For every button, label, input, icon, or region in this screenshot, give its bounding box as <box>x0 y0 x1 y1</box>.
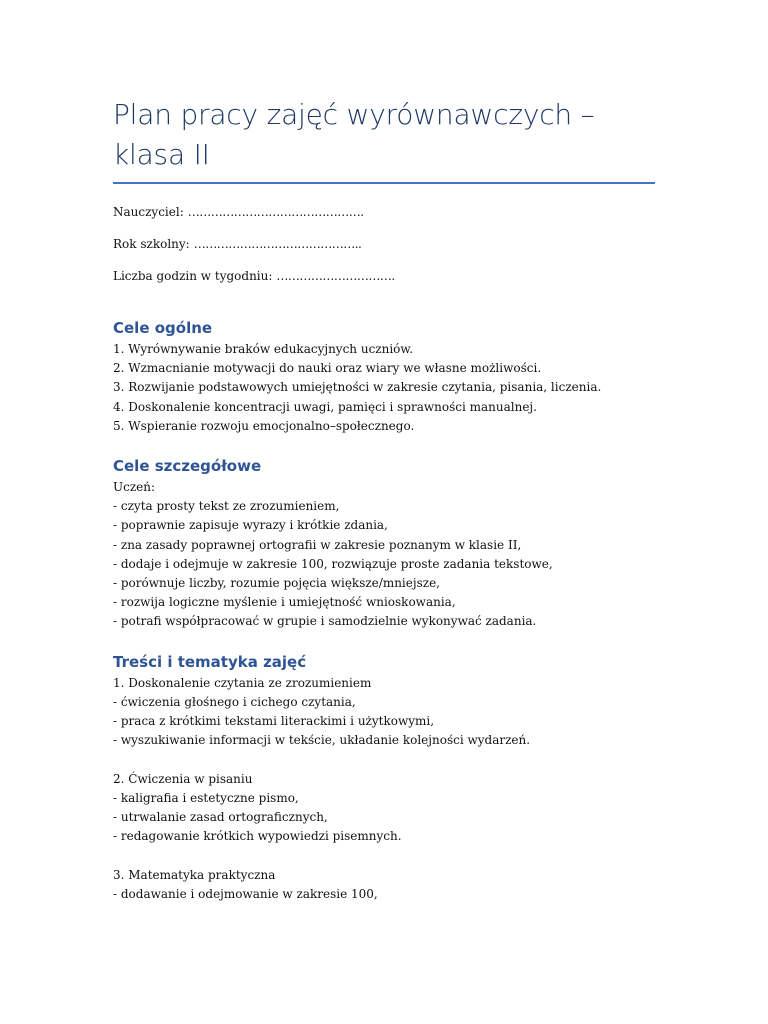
topic-block-title: 3. Matematyka praktyczna <box>113 867 276 882</box>
title-line-1: Plan pracy zajęć wyrównawczych – <box>113 98 595 131</box>
topics-list <box>113 674 658 904</box>
list-item: - wyszukiwanie informacji w tekście, układanie kolejności wydarzeń. <box>113 733 531 748</box>
section-heading-specific-goals: Cele szczegółowe <box>113 457 262 476</box>
specific-goals-intro: Uczeń: <box>113 480 156 495</box>
topic-block-title: 2. Ćwiczenia w pisaniu <box>113 771 253 786</box>
list-item: - porównuje liczby, rozumie pojęcia większe/mniejsze, <box>113 576 440 591</box>
specific-goals-list <box>113 478 658 632</box>
teacher-label: Nauczyciel: <box>113 205 184 219</box>
weekly-hours-field <box>113 268 658 300</box>
list-item: - ćwiczenia głośnego i cichego czytania, <box>113 694 356 709</box>
weekly-hours-value: …………………………. <box>276 269 395 283</box>
school-year-field <box>113 236 658 268</box>
title-line-2: klasa II <box>113 138 210 171</box>
general-goals-list <box>113 340 658 436</box>
section-topics <box>113 652 658 904</box>
list-item: - rozwija logiczne myślenie i umiejętność wnioskowania, <box>113 595 456 610</box>
list-item: - potrafi współpracować w grupie i samodzielnie wykonywać zadania. <box>113 614 537 629</box>
section-heading-topics: Treści i tematyka zajęć <box>113 652 307 671</box>
meta-fields <box>113 204 658 300</box>
list-item: - dodaje i odejmuje w zakresie 100, rozwiązuje proste zadania tekstowe, <box>113 556 553 571</box>
document-title <box>113 95 658 175</box>
paragraph-gap <box>113 750 658 769</box>
teacher-value: ………………………………………. <box>187 205 364 219</box>
title-underline <box>113 182 655 184</box>
teacher-field <box>113 204 658 236</box>
list-item: - zna zasady poprawnej ortografii w zakresie poznanym w klasie II, <box>113 537 522 552</box>
school-year-label: Rok szkolny: <box>113 237 190 251</box>
list-item: - dodawanie i odejmowanie w zakresie 100, <box>113 886 378 901</box>
weekly-hours-label: Liczba godzin w tygodniu: <box>113 269 273 283</box>
section-general-goals <box>113 318 658 436</box>
list-item: - poprawnie zapisuje wyrazy i krótkie zdania, <box>113 518 388 533</box>
list-item: - czyta prosty tekst ze zrozumieniem, <box>113 499 340 514</box>
list-item: 4. Doskonalenie koncentracji uwagi, pamięci i sprawności manualnej. <box>113 399 537 414</box>
list-item: - utrwalanie zasad ortograficznych, <box>113 810 328 825</box>
section-heading-general-goals: Cele ogólne <box>113 319 213 337</box>
list-item: 3. Rozwijanie podstawowych umiejętności w zakresie czytania, pisania, liczenia. <box>113 380 602 395</box>
list-item: 5. Wspieranie rozwoju emocjonalno–społecznego. <box>113 418 415 433</box>
paragraph-gap <box>113 846 658 865</box>
list-item: - redagowanie krótkich wypowiedzi pisemnych. <box>113 829 402 844</box>
list-item: - praca z krótkimi tekstami literackimi i użytkowymi, <box>113 714 435 729</box>
list-item: - kaligrafia i estetyczne pismo, <box>113 790 299 805</box>
list-item: 2. Wzmacnianie motywacji do nauki oraz wiary we własne możliwości. <box>113 361 542 376</box>
school-year-value: …………………………………….. <box>193 237 362 251</box>
topic-block-title: 1. Doskonalenie czytania ze zrozumieniem <box>113 675 372 690</box>
section-specific-goals <box>113 456 658 632</box>
document-content <box>113 95 658 904</box>
list-item: 1. Wyrównywanie braków edukacyjnych uczniów. <box>113 342 414 356</box>
